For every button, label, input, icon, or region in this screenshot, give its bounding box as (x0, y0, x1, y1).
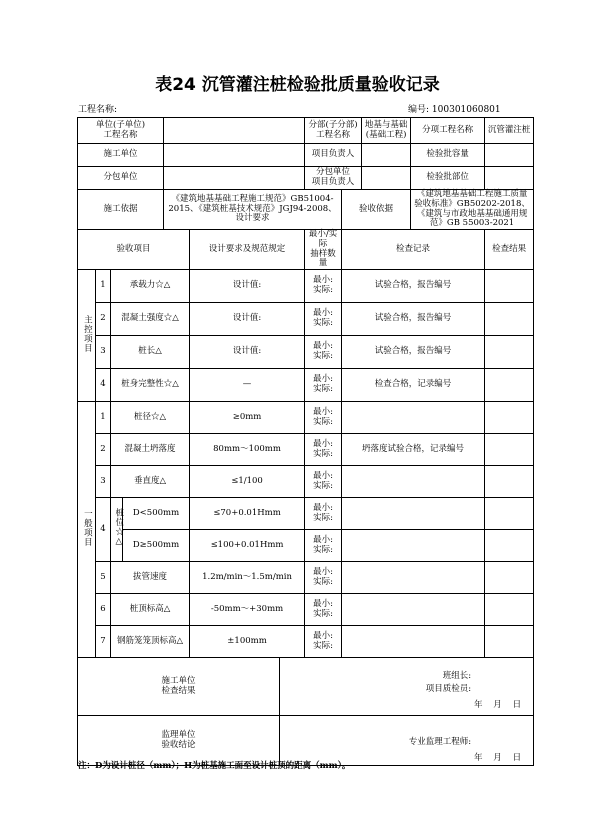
acceptance-table (77, 117, 534, 766)
supervisor-date: 年 月 日 (473, 752, 522, 763)
footnote: 注：D为设计桩径（mm）；H为桩基施工面至设计桩顶的距离（mm）。 (78, 761, 351, 771)
acceptance-basis-label: 验收依据 (342, 190, 411, 230)
team-leader-label: 班组长: (442, 671, 472, 682)
col-result: 检查结果 (485, 230, 534, 270)
sample-cell[interactable]: 最小: 实际: (305, 303, 342, 336)
unit-label: 单位(子单位) 工程名称 (78, 118, 164, 144)
table-row (78, 466, 534, 498)
check-result[interactable] (485, 369, 534, 402)
table-row (78, 369, 534, 402)
sample-cell[interactable]: 最小: 实际: (305, 562, 342, 594)
item-requirement: ±100mm (190, 626, 305, 658)
check-record[interactable]: 检查合格，记录编号 (342, 369, 485, 402)
pm-value[interactable] (362, 144, 411, 167)
table-row (78, 402, 534, 434)
row-no: 2 (96, 303, 111, 336)
sample-cell[interactable]: 最小: 实际: (305, 336, 342, 369)
sample-cell[interactable]: 最小: 实际: (305, 369, 342, 402)
row-no: 4 (96, 498, 111, 562)
row-no: 1 (96, 402, 111, 434)
check-result[interactable] (485, 594, 534, 626)
item-name: 桩径☆△ (111, 402, 190, 434)
pm-label: 项目负责人 (305, 144, 362, 167)
item-name: 垂直度△ (111, 466, 190, 498)
item-requirement: — (190, 369, 305, 402)
item-label: 分项工程名称 (411, 118, 485, 144)
check-record[interactable] (342, 626, 485, 658)
row-no: 2 (96, 434, 111, 466)
sub-unit-label: 分部(子分部) 工程名称 (305, 118, 362, 144)
check-record[interactable] (342, 594, 485, 626)
sample-cell[interactable]: 最小: 实际: (305, 466, 342, 498)
item-requirement: 设计值: (190, 303, 305, 336)
sample-cell[interactable]: 最小: 实际: (305, 594, 342, 626)
col-sample: 最小/实际 抽样数量 (305, 230, 342, 270)
item-name: 拔管速度 (111, 562, 190, 594)
item-name: 混凝土强度☆△ (111, 303, 190, 336)
constructor-label: 施工单位 (78, 144, 164, 167)
item-requirement: 设计值: (190, 336, 305, 369)
col-requirement: 设计要求及规范规定 (190, 230, 305, 270)
row-no: 6 (96, 594, 111, 626)
subcontractor-value[interactable] (164, 167, 305, 190)
sample-cell[interactable]: 最小: 实际: (305, 270, 342, 303)
item-name: 混凝土坍落度 (111, 434, 190, 466)
item-requirement: 1.2m/min～1.5m/min (190, 562, 305, 594)
supervisor-engineer-label: 专业监理工程师: (408, 737, 472, 748)
unit-value[interactable] (164, 118, 305, 144)
item-name: 桩长△ (111, 336, 190, 369)
item-name: 承载力☆△ (111, 270, 190, 303)
acceptance-basis-value: 《建筑地基基础工程施工质量验收标准》GB50202-2018、《建筑与市政地基基础通用规范》GB 55003-2021 (411, 190, 534, 230)
row-no: 5 (96, 562, 111, 594)
table-row (78, 303, 534, 336)
sample-cell[interactable]: 最小: 实际: (305, 434, 342, 466)
check-record[interactable] (342, 530, 485, 562)
row-no: 1 (96, 270, 111, 303)
number-value: 100301060801 (431, 105, 501, 115)
number-label: 编号: (408, 105, 430, 115)
table-row (78, 498, 534, 530)
row-no: 3 (96, 466, 111, 498)
item-name: 钢筋笼笼顶标高△ (111, 626, 190, 658)
batch-capacity-label: 检验批容量 (411, 144, 485, 167)
item-name-pile-position: 桩位☆△ (111, 498, 123, 562)
basis-label: 施工依据 (78, 190, 164, 230)
table-row (78, 626, 534, 658)
check-result[interactable] (485, 498, 534, 530)
constructor-sign-area[interactable] (280, 658, 534, 716)
check-result[interactable] (485, 434, 534, 466)
row-no: 4 (96, 369, 111, 402)
table-row (78, 434, 534, 466)
item-requirement: 设计值: (190, 270, 305, 303)
page-title: 表24 沉管灌注桩检验批质量验收记录 (155, 75, 440, 95)
item-name: 桩身完整性☆△ (111, 369, 190, 402)
item-requirement: 80mm～100mm (190, 434, 305, 466)
check-record[interactable] (342, 466, 485, 498)
table-row (78, 530, 534, 562)
constructor-check-row (78, 658, 534, 716)
project-name-label: 工程名称: (78, 105, 118, 115)
item-subcondition: D<500mm (123, 498, 190, 530)
check-record[interactable] (342, 498, 485, 530)
item-value: 沉管灌注桩 (485, 118, 534, 144)
col-item: 验收项目 (78, 230, 190, 270)
sample-cell[interactable]: 最小: 实际: (305, 498, 342, 530)
check-result[interactable] (485, 303, 534, 336)
subcontractor-label: 分包单位 (78, 167, 164, 190)
general-group-label: 一般项目 (78, 402, 96, 658)
batch-capacity-value[interactable] (485, 144, 534, 167)
table-row (78, 270, 534, 303)
sub-pm-value[interactable] (362, 167, 411, 190)
check-result[interactable] (485, 530, 534, 562)
item-requirement: ≤1/100 (190, 466, 305, 498)
check-result[interactable] (485, 402, 534, 434)
col-record: 检查记录 (342, 230, 485, 270)
item-requirement: -50mm～+30mm (190, 594, 305, 626)
sample-cell[interactable]: 最小: 实际: (305, 530, 342, 562)
item-name: 桩顶标高△ (111, 594, 190, 626)
supervisor-label: 监理单位 验收结论 (78, 716, 280, 766)
constructor-value[interactable] (164, 144, 305, 167)
check-result[interactable] (485, 270, 534, 303)
table-row (78, 594, 534, 626)
item-requirement: ≤100+0.01Hmm (190, 530, 305, 562)
batch-part-value[interactable] (485, 167, 534, 190)
constructor-result-label: 施工单位 检查结果 (78, 658, 280, 716)
check-record[interactable] (342, 402, 485, 434)
sub-pm-label: 分包单位 项目负责人 (305, 167, 362, 190)
basis-value: 《建筑地基基础工程施工规范》GB51004-2015、《建筑桩基技术规范》JGJ94-2008、设计要求 (164, 190, 342, 230)
check-record[interactable]: 试验合格，报告编号 (342, 303, 485, 336)
item-subcondition: D≥500mm (123, 530, 190, 562)
form-number (408, 102, 501, 115)
item-requirement: ≤70+0.01Hmm (190, 498, 305, 530)
check-result[interactable] (485, 466, 534, 498)
check-result[interactable] (485, 626, 534, 658)
check-result[interactable] (485, 562, 534, 594)
quality-inspector-label: 项目质检员: (425, 683, 472, 694)
check-record[interactable] (342, 562, 485, 594)
sample-cell[interactable]: 最小: 实际: (305, 402, 342, 434)
check-record[interactable]: 坍落度试验合格，记录编号 (342, 434, 485, 466)
main-group-label: 主控项目 (78, 270, 96, 402)
sample-cell[interactable]: 最小: 实际: (305, 626, 342, 658)
check-record[interactable]: 试验合格，报告编号 (342, 336, 485, 369)
constructor-date: 年 月 日 (473, 699, 522, 710)
check-record[interactable]: 试验合格，报告编号 (342, 270, 485, 303)
item-requirement: ≥0mm (190, 402, 305, 434)
table-row (78, 562, 534, 594)
check-result[interactable] (485, 336, 534, 369)
table-row (78, 336, 534, 369)
batch-part-label: 检验批部位 (411, 167, 485, 190)
row-no: 7 (96, 626, 111, 658)
row-no: 3 (96, 336, 111, 369)
sub-unit-value: 地基与基础(基础工程) (362, 118, 411, 144)
